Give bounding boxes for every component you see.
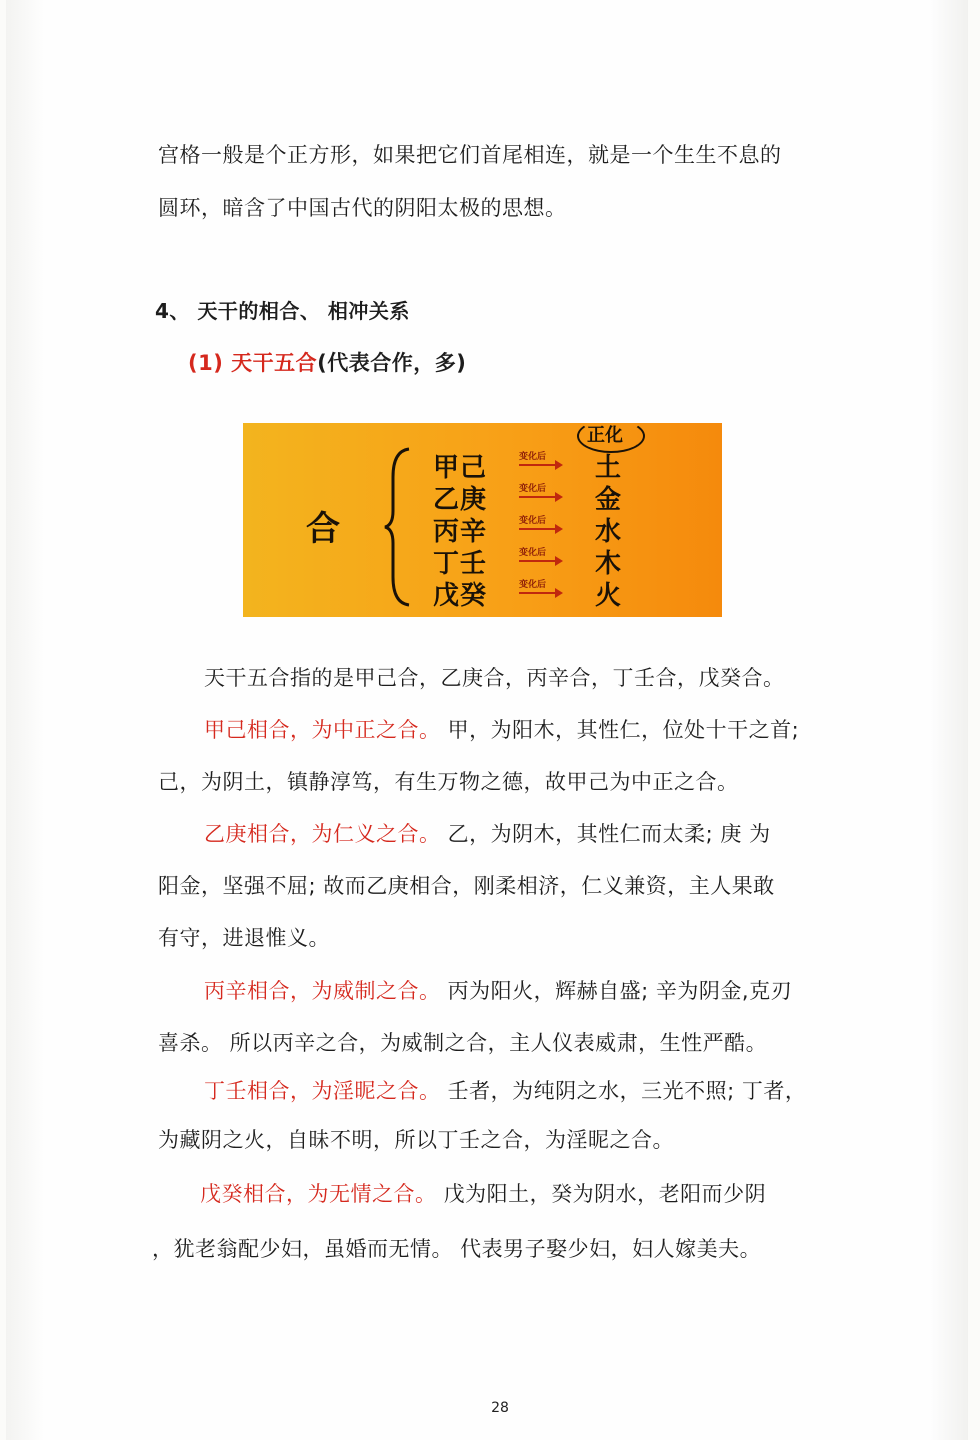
paragraph-3-text-a: 丙为阳火，辉赫自盛; 辛为阴金,克刃 bbox=[440, 979, 793, 1003]
paragraph-3-title: 丙辛相合，为威制之合。 bbox=[204, 979, 441, 1003]
arrow-3-icon bbox=[519, 528, 561, 530]
pair-4: 丁壬 bbox=[433, 549, 488, 579]
summary-line: 天干五合指的是甲己合，乙庚合，丙辛合，丁壬合，戊癸合。 bbox=[204, 666, 785, 690]
pair-5: 戊癸 bbox=[433, 581, 488, 611]
arrow-label-3: 变化后 bbox=[519, 516, 547, 526]
arrow-label-2: 变化后 bbox=[519, 484, 547, 494]
arrow-5-icon bbox=[519, 592, 561, 594]
subsection-heading bbox=[188, 349, 466, 377]
five-combinations-diagram bbox=[243, 423, 722, 617]
arrow-4-icon bbox=[519, 560, 561, 562]
result-4: 木 bbox=[595, 549, 622, 579]
subsection-title: (1) 天干五合 bbox=[188, 351, 318, 375]
paragraph-5-title: 戊癸相合，为无情之合。 bbox=[200, 1182, 437, 1206]
top-label: 正化 bbox=[587, 425, 623, 446]
result-1: 土 bbox=[595, 453, 622, 483]
paragraph-4-title: 丁壬相合，为淫昵之合。 bbox=[204, 1079, 441, 1103]
combine-character: 合 bbox=[306, 509, 340, 549]
arrow-1-icon bbox=[519, 464, 561, 466]
paragraph-2-line-1 bbox=[204, 820, 771, 848]
result-3: 水 bbox=[595, 517, 622, 547]
pair-1: 甲己 bbox=[433, 453, 488, 483]
arrow-label-1: 变化后 bbox=[519, 452, 547, 462]
paragraph-2-text-a: 乙，为阴木，其性仁而太柔; 庚 为 bbox=[440, 822, 771, 846]
paragraph-4-line-1 bbox=[204, 1077, 806, 1105]
page-number: 28 bbox=[491, 1400, 509, 1416]
paragraph-1-title: 甲己相合，为中正之合。 bbox=[204, 718, 441, 742]
paragraph-1-line-1 bbox=[204, 716, 799, 744]
subsection-note: (代表合作，多) bbox=[317, 351, 467, 375]
paragraph-1-text-a: 甲，为阳木，其性仁，位处十干之首; bbox=[440, 718, 800, 742]
result-2: 金 bbox=[595, 485, 622, 515]
arrow-2-icon bbox=[519, 496, 561, 498]
arrow-label-5: 变化后 bbox=[519, 580, 547, 590]
paragraph-2-title: 乙庚相合，为仁义之合。 bbox=[204, 822, 441, 846]
paragraph-3-line-1 bbox=[204, 977, 792, 1005]
section-heading: 4、 天干的相合、 相冲关系 bbox=[155, 299, 410, 323]
pair-3: 丙辛 bbox=[433, 517, 488, 547]
pair-2: 乙庚 bbox=[433, 485, 488, 515]
paragraph-2-line-3: 有守，进退惟义。 bbox=[158, 926, 330, 950]
paragraph-4-line-2: 为藏阴之火，自昧不明，所以丁壬之合，为淫昵之合。 bbox=[158, 1128, 674, 1152]
intro-line-2: 圆环，暗含了中国古代的阴阳太极的思想。 bbox=[158, 196, 567, 220]
paragraph-1-line-2: 己，为阴土，镇静淳笃，有生万物之德，故甲己为中正之合。 bbox=[158, 770, 739, 794]
intro-line-1: 宫格一般是个正方形，如果把它们首尾相连，就是一个生生不息的 bbox=[158, 143, 782, 167]
paragraph-5-line-1 bbox=[200, 1180, 766, 1208]
paragraph-2-line-2: 阳金，坚强不屈; 故而乙庚相合，刚柔相济，仁义兼资，主人果敢 bbox=[158, 874, 775, 898]
arrow-label-4: 变化后 bbox=[519, 548, 547, 558]
result-5: 火 bbox=[595, 581, 622, 611]
paragraph-3-line-2: 喜杀。 所以丙辛之合，为威制之合，主人仪表威肃，生性严酷。 bbox=[158, 1031, 768, 1055]
paragraph-4-text-a: 壬者，为纯阴之水，三光不照; 丁者， bbox=[440, 1079, 807, 1103]
paragraph-5-text-a: 戊为阳土，癸为阴水，老阳而少阴 bbox=[436, 1182, 767, 1206]
left-brace-icon bbox=[383, 447, 413, 607]
paragraph-5-line-2: ，犹老翁配少妇，虽婚而无情。 代表男子娶少妇，妇人嫁美夫。 bbox=[152, 1237, 762, 1261]
